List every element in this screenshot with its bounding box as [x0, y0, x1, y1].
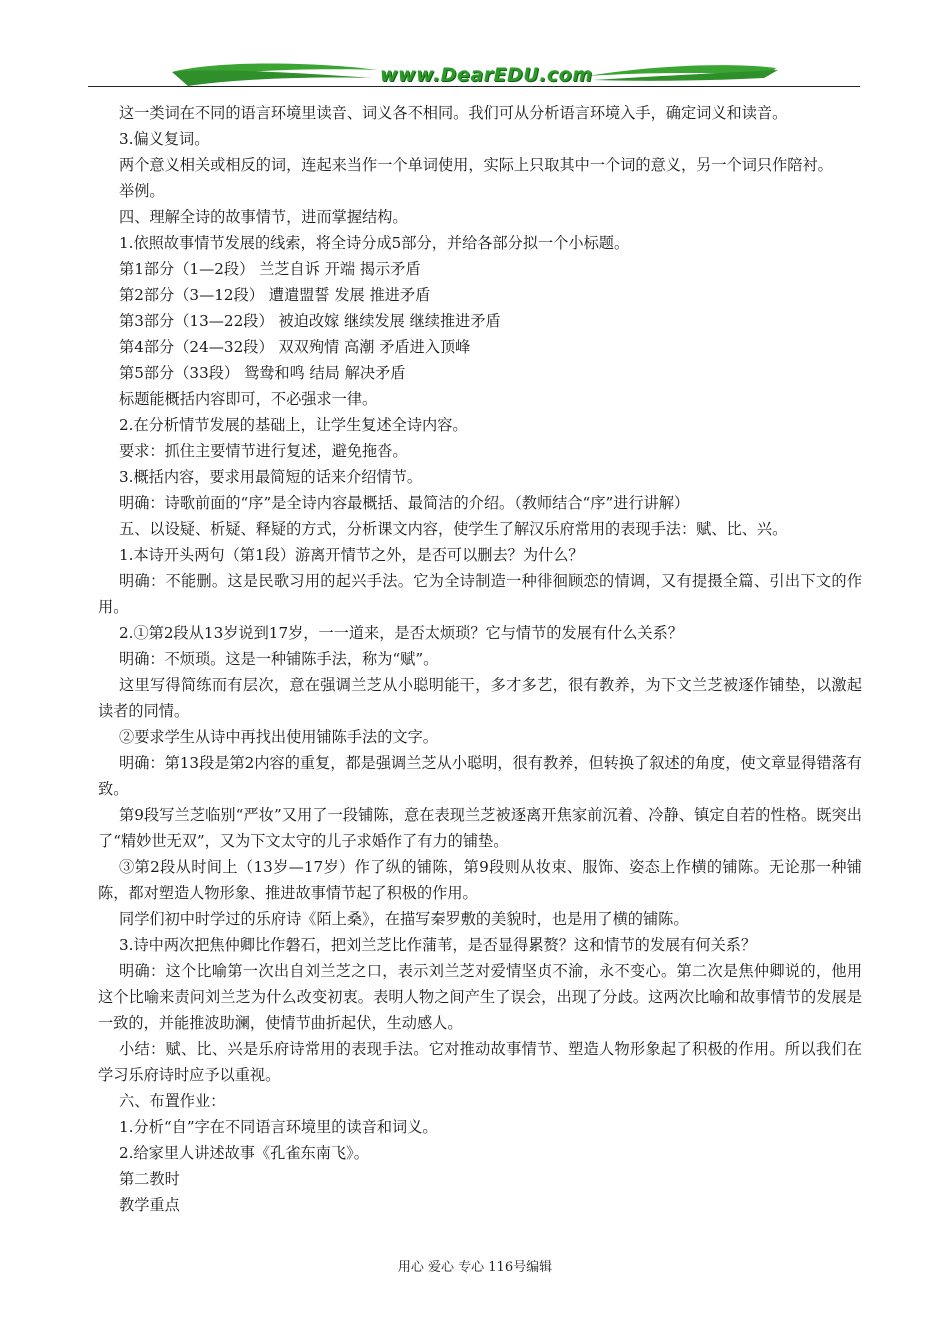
paragraph: 两个意义相关或相反的词，连起来当作一个单词使用，实际上只取其中一个词的意义，另一个词只作陪衬。	[119, 156, 833, 174]
site-logo-text[interactable]: www.DearEDU.com	[380, 64, 593, 86]
page-footer: 用心 爱心 专心 116号编辑	[397, 1260, 553, 1275]
paragraph: 明确：诗歌前面的“序”是全诗内容最概括、最简洁的介绍。（教师结合“序”进行讲解）	[119, 494, 690, 512]
paragraph: 3.概括内容，要求用最简短的话来介绍情节。	[119, 468, 423, 486]
paragraph: 2.给家里人讲述故事《孔雀东南飞》。	[119, 1144, 369, 1162]
paragraph: 这里写得简练而有层次，意在强调兰芝从小聪明能干，多才多艺，很有教养，为下文兰芝被逐作铺垫，以激起读者的同情。	[98, 676, 862, 720]
paragraph: 明确：第13段是第2内容的重复，都是强调兰芝从小聪明，很有教养，但转换了叙述的角度，使文章显得错落有致。	[98, 754, 862, 798]
paragraph: 明确：不烦琐。这是一种铺陈手法，称为“赋”。	[119, 650, 439, 668]
paragraph: 第3部分（13—22段） 被迫改嫁 继续发展 继续推进矛盾	[119, 312, 501, 330]
paragraph: 标题能概括内容即可，不必强求一律。	[119, 390, 378, 408]
paragraph: 2.①第2段从13岁说到17岁，一一道来，是否太烦琐？它与情节的发展有什么关系？	[119, 624, 683, 642]
paragraph: 第2部分（3—12段） 遭遣盟誓 发展 推进矛盾	[119, 286, 431, 304]
paragraph: 第4部分（24—32段） 双双殉情 高潮 矛盾进入顶峰	[119, 338, 471, 356]
paragraph: 这一类词在不同的语言环境里读音、词义各不相同。我们可从分析语言环境入手，确定词义和读音。	[119, 104, 788, 122]
paragraph: 3.诗中两次把焦仲卿比作磐石，把刘兰芝比作蒲苇，是否显得累赘？这和情节的发展有何关系？	[119, 936, 757, 954]
paragraph: 举例。	[119, 182, 165, 200]
paragraph: 第1部分（1—2段） 兰芝自诉 开端 揭示矛盾	[119, 260, 421, 278]
paragraph: 2.在分析情节发展的基础上，让学生复述全诗内容。	[119, 416, 468, 434]
paragraph: 第5部分（33段） 鸳鸯和鸣 结局 解决矛盾	[119, 364, 406, 382]
paragraph: 五、以设疑、析疑、释疑的方式，分析课文内容，使学生了解汉乐府常用的表现手法：赋、比、兴。	[119, 520, 788, 538]
paragraph: ②要求学生从诗中再找出使用铺陈手法的文字。	[119, 728, 438, 746]
paragraph: 四、理解全诗的故事情节，进而掌握结构。	[119, 208, 408, 226]
paragraph: 要求：抓住主要情节进行复述，避免拖沓。	[119, 442, 408, 460]
paragraph: 3.偏义复词。	[119, 130, 210, 148]
paragraph: 1.分析“自”字在不同语言环境里的读音和词义。	[119, 1118, 438, 1136]
paragraph: 1.本诗开头两句（第1段）游离开情节之外，是否可以删去？为什么？	[119, 546, 584, 564]
paragraph: 小结：赋、比、兴是乐府诗常用的表现手法。它对推动故事情节、塑造人物形象起了积极的作用。所以我们在学习乐府诗时应予以重视。	[98, 1040, 862, 1084]
paragraph: 教学重点	[119, 1196, 180, 1214]
paragraph: ③第2段从时间上（13岁—17岁）作了纵的铺陈，第9段则从妆束、服饰、姿态上作横的铺陈。无论那一种铺陈，都对塑造人物形象、推进故事情节起了积极的作用。	[98, 858, 862, 902]
paragraph: 同学们初中时学过的乐府诗《陌上桑》，在描写秦罗敷的美貌时，也是用了横的铺陈。	[119, 910, 689, 928]
header-divider	[88, 86, 860, 87]
document-body	[98, 100, 862, 1218]
paragraph: 明确：这个比喻第一次出自刘兰芝之口，表示刘兰芝对爱情坚贞不渝，永不变心。第二次是焦仲卿说的，他用这个比喻来责问刘兰芝为什么改变初衷。表明人物之间产生了误会，出现了分歧。这两次比喻和故事情节的发展是一致的，并能推波助澜，使情节曲折起伏，生动感人。	[98, 962, 862, 1032]
paragraph: 明确：不能删。这是民歌习用的起兴手法。它为全诗制造一种徘徊顾恋的情调，又有提摄全篇、引出下文的作用。	[98, 572, 862, 616]
paragraph: 第9段写兰芝临别“严妆”又用了一段铺陈，意在表现兰芝被逐离开焦家前沉着、冷静、镇定自若的性格。既突出了“精妙世无双”，又为下文太守的儿子求婚作了有力的铺垫。	[98, 806, 862, 850]
paragraph: 第二教时	[119, 1170, 180, 1188]
paragraph: 1.依照故事情节发展的线索，将全诗分成5部分，并给各部分拟一个小标题。	[119, 234, 630, 252]
paragraph: 六、布置作业：	[119, 1092, 226, 1110]
